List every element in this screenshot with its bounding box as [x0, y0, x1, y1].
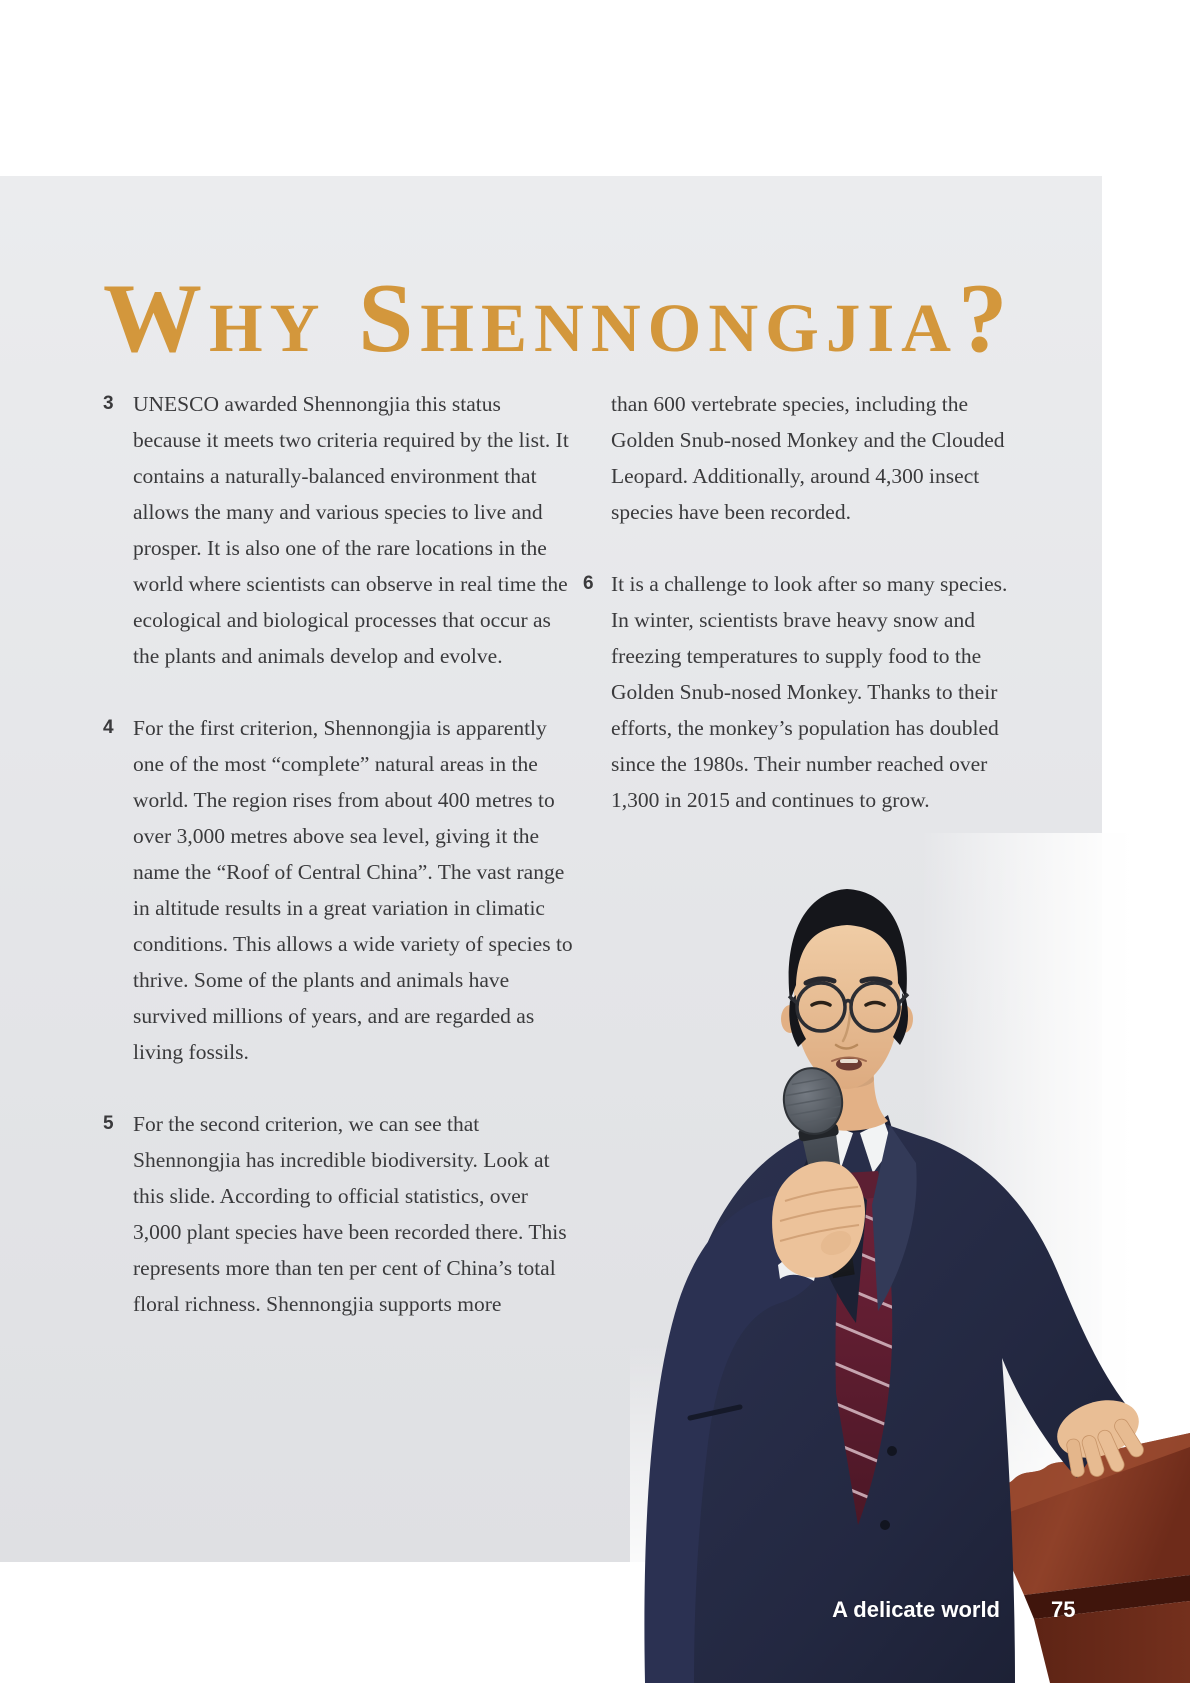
- page-number: 75: [1051, 1597, 1076, 1622]
- paragraph-number: 6: [583, 573, 594, 594]
- page-title: Why Shennongjia?: [103, 264, 1015, 374]
- paragraph-text: UNESCO awarded Shennongjia this status because it meets two criteria required by the list. It contains a naturally-balanced environment that allows the many and various species to live and prosper. It is also one of the rare locations in the world where scientists can observe in real time the ecological and biological processes that occur as the plants and animals develop and evolve.: [133, 392, 569, 668]
- paragraph-number: 4: [103, 717, 114, 738]
- text-column-left: [103, 386, 573, 1358]
- section-title: A delicate world: [832, 1597, 1000, 1622]
- paragraph-number: 3: [103, 393, 114, 414]
- page-footer: [0, 1598, 1190, 1628]
- speaker-photo: [630, 833, 1190, 1683]
- paragraph-number: [583, 386, 603, 530]
- paragraph-5: [103, 1106, 573, 1322]
- paragraph-6: [583, 566, 1019, 818]
- paragraph-number: 5: [103, 1113, 114, 1134]
- paragraph-text: For the first criterion, Shennongjia is apparently one of the most “complete” natural areas in the world. The region rises from about 400 metres to over 3,000 metres above sea level, giving it the name the “Roof of Central China”. The vast range in altitude results in a great variation in climatic conditions. This allows a wide variety of species to thrive. Some of the plants and animals have survived millions of years, and are regarded as living fossils.: [133, 716, 573, 1064]
- paragraph-5-continued: [583, 386, 1019, 530]
- paragraph-3: [103, 386, 573, 674]
- paragraph-4: [103, 710, 573, 1070]
- paragraph-text: For the second criterion, we can see that Shennongjia has incredible biodiversity. Look at this slide. According to official statistics, over 3,000 plant species have been recorded there. This represents more than ten per cent of China’s total floral richness. Shennongjia supports more: [133, 1112, 567, 1316]
- text-column-right: [583, 386, 1019, 854]
- paragraph-text: than 600 vertebrate species, including the Golden Snub-nosed Monkey and the Clouded Leopard. Additionally, around 4,300 insect species have been recorded.: [611, 392, 1005, 524]
- paragraph-text: It is a challenge to look after so many species. In winter, scientists brave heavy snow and freezing temperatures to supply food to the Golden Snub-nosed Monkey. Thanks to their efforts, the monkey’s population has doubled since the 1980s. Their number reached over 1,300 in 2015 and continues to grow.: [611, 572, 1008, 812]
